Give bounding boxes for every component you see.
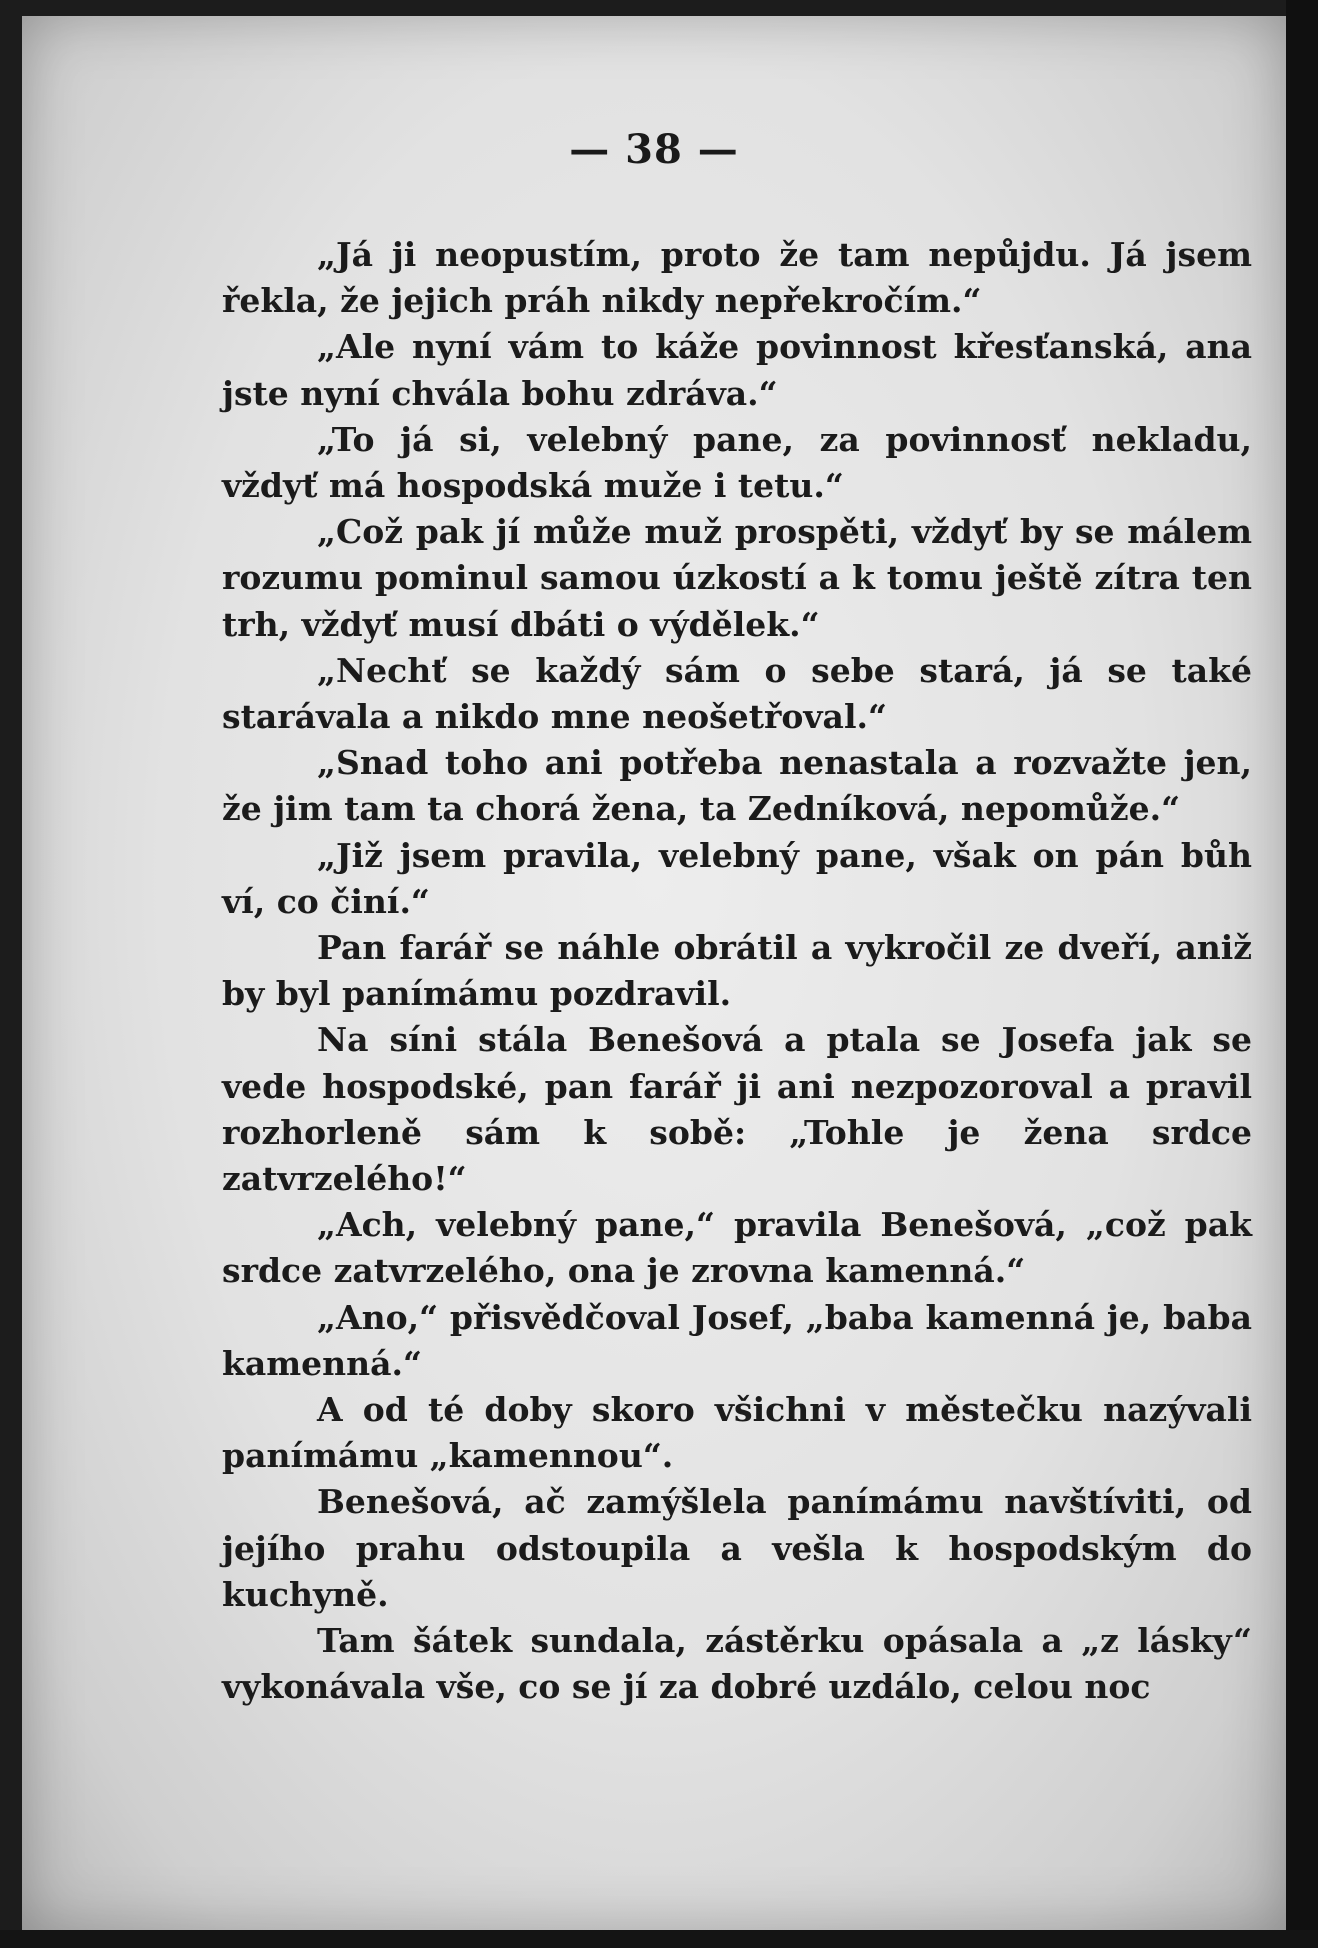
book-page [22, 16, 1286, 1930]
paragraph: „Což pak jí může muž prospěti, vždyť by se málem rozumu pominul samou úzkostí a k tomu ještě zítra ten trh, vždyť musí dbáti o výdělek.“ [222, 512, 1252, 644]
paragraph: Pan farář se náhle obrátil a vykročil ze dveří, aniž by byl panímámu pozdravil. [222, 928, 1252, 1014]
paragraph: „Již jsem pravila, velebný pane, však on pán bůh ví, co činí.“ [222, 835, 1252, 921]
paragraph: „Ano,“ přisvědčoval Josef, „baba kamenná je, baba kamenná.“ [222, 1297, 1252, 1383]
paragraph: A od té doby skoro všichni v městečku nazývali panímámu „kamennou“. [222, 1390, 1252, 1476]
paragraph: „Ach, velebný pane,“ pravila Benešová, „což pak srdce zatvrzelého, ona je zrovna kamenná.“ [222, 1205, 1252, 1291]
body-text [222, 232, 1252, 1711]
scan-edge-bottom [0, 1930, 1318, 1948]
paragraph: Na síni stála Benešová a ptala se Josefa jak se vede hospodské, pan farář ji ani nezpozoroval a pravil rozhorleně sám k sobě: „Tohle je žena srdce zatvrzelého!“ [222, 1020, 1252, 1199]
paragraph: „Já ji neopustím, proto že tam nepůjdu. Já jsem řekla, že jejich práh nikdy nepřekročím.“ [222, 235, 1252, 321]
paragraph: „Snad toho ani potřeba nenastala a rozvažte jen, že jim tam ta chorá žena, ta Zedníková, nepomůže.“ [222, 743, 1252, 829]
paragraph: „Ale nyní vám to káže povinnost křesťanská, ana jste nyní chvála bohu zdráva.“ [222, 327, 1252, 413]
scan-edge-right [1286, 0, 1318, 1948]
paragraph: Benešová, ač zamýšlela panímámu navštíviti, od jejího prahu odstoupila a vešla k hospodským do kuchyně. [222, 1482, 1252, 1614]
paragraph: „To já si, velebný pane, za povinnosť nekladu, vždyť má hospodská muže i tetu.“ [222, 419, 1252, 506]
paragraph: Tam šátek sundala, zástěrku opásala a „z lásky“ vykonávala vše, co se jí za dobré uzdálo, celou noc [222, 1621, 1252, 1707]
page-number: — 38 — [569, 126, 739, 173]
paragraph: „Nechť se každý sám o sebe stará, já se také starávala a nikdo mne neošetřoval.“ [222, 650, 1252, 737]
